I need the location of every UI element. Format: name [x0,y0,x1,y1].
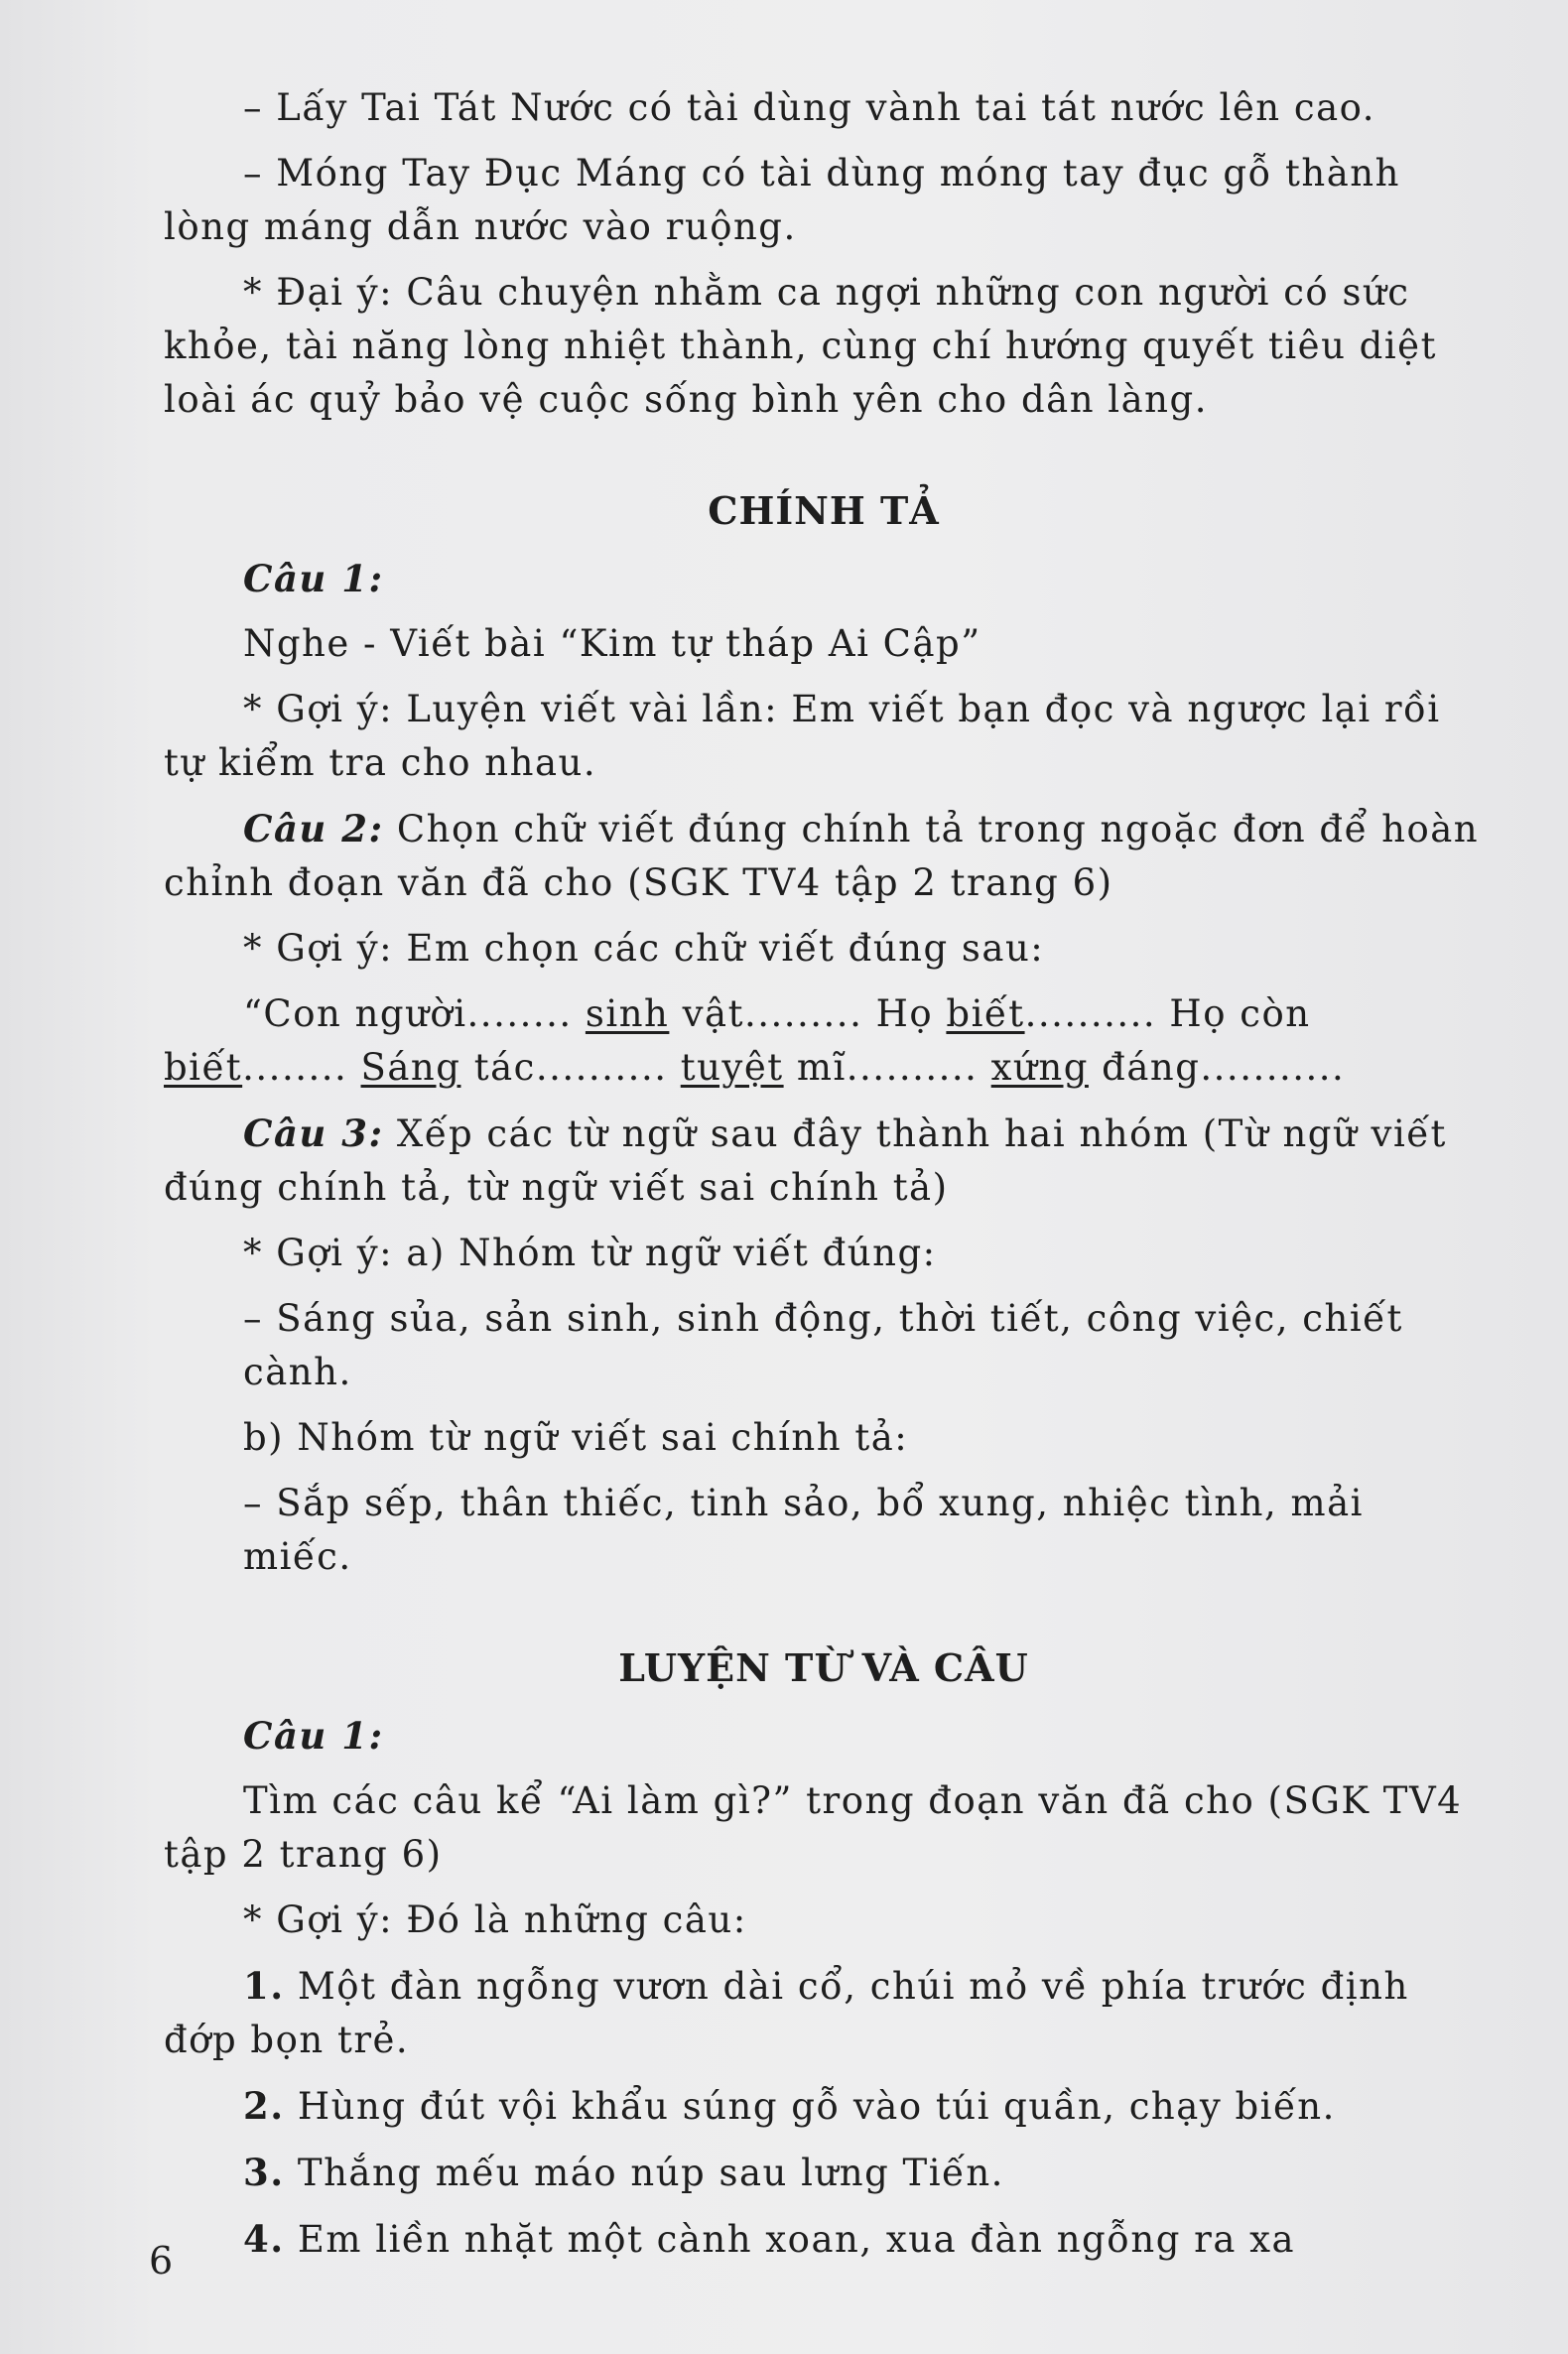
item-text: Thắng mếu máo núp sau lưng Tiến. [284,2152,1004,2194]
list-item [164,1959,1484,2067]
fill-text: “Con người........ [243,992,586,1035]
list-item [164,2079,1484,2134]
section-heading-chinh-ta: CHÍNH TẢ [708,488,940,533]
item-number: 4. [243,2217,285,2261]
item-number: 1. [243,1964,285,2008]
question-text: Nghe - Viết bài “Kim tự tháp Ai Cập” [243,622,981,665]
answer-group-a: – Sáng sủa, sản sinh, sinh động, thời tiết, công việc, chiết cành. [243,1297,1403,1393]
item-text: Hùng đút vội khẩu súng gỗ vào túi quần, chạy biến. [284,2085,1336,2128]
hint-text: * Gợi ý: Đó là những câu: [243,1898,747,1941]
fill-in-answer [164,987,1484,1095]
question-label: Câu 1: [243,1714,384,1758]
hint-text: * Gợi ý: Luyện viết vài lần: Em viết bạn đọc và ngược lại rồi tự kiểm tra cho nhau. [164,688,1441,784]
question-text: Chọn chữ viết đúng chính tả trong ngoặc đơn để hoàn chỉnh đoạn văn đã cho (SGK TV4 tập 2 trang 6) [164,808,1480,904]
page-number: 6 [149,2239,174,2283]
item-text: Em liền nhặt một cành xoan, xua đàn ngỗng ra xa [284,2218,1296,2261]
fill-text: .......... Họ còn [1024,992,1311,1035]
item-text: Một đàn ngỗng vươn dài cổ, chúi mỏ về phía trước định đớp bọn trẻ. [164,1965,1409,2061]
answer-group-b: – Sắp sếp, thân thiếc, tinh sảo, bổ xung, nhiệc tình, mải miếc. [243,1482,1364,1578]
list-item [164,2146,1484,2200]
question-label: Câu 2: [243,807,384,850]
answer-word: biết [164,1046,243,1089]
answer-word: xứng [990,1046,1089,1089]
fill-text: ........ [242,1046,348,1089]
item-number: 3. [243,2151,285,2194]
question-text: Xếp các từ ngữ sau đây thành hai nhóm (Từ ngữ viết đúng chính tả, từ ngữ viết sai chính tả) [164,1112,1447,1209]
intro-main-idea: * Đại ý: Câu chuyện nhằm ca ngợi những con người có sức khỏe, tài năng lòng nhiệt thành, cùng chí hướng quyết tiêu diệt loài ác quỷ bảo vệ cuộc sống bình yên cho dân làng. [164,271,1437,421]
answer-word: Sáng [360,1046,461,1089]
fill-text: đáng........... [1088,1046,1346,1089]
hint-text: * Gợi ý: Em chọn các chữ viết đúng sau: [243,927,1045,970]
question-3 [164,1107,1484,1215]
answer-group-b-label: b) Nhóm từ ngữ viết sai chính tả: [243,1416,909,1459]
fill-text: tác.......... [460,1046,681,1089]
hint-text: * Gợi ý: a) Nhóm từ ngữ viết đúng: [243,1232,937,1274]
answer-word: biết [946,992,1025,1035]
question-2 [164,802,1484,910]
fill-text: mĩ.......... [783,1046,991,1089]
question-text: Tìm các câu kể “Ai làm gì?” trong đoạn văn đã cho (SGK TV4 tập 2 trang 6) [164,1779,1463,1876]
fill-text: vật......... Họ [669,992,947,1035]
item-number: 2. [243,2084,285,2128]
section-heading-luyen-tu: LUYỆN TỪ VÀ CÂU [618,1645,1029,1690]
question-label: Câu 3: [243,1112,384,1155]
intro-line-2: – Móng Tay Đục Máng có tài dùng móng tay đục gỗ thành lòng máng dẫn nước vào ruộng. [164,152,1400,248]
answer-word: sinh [585,992,670,1035]
answer-word: tuyệt [680,1046,784,1089]
list-item [164,2212,1484,2267]
page-text [164,81,1484,2279]
intro-line-1: – Lấy Tai Tát Nước có tài dùng vành tai tát nước lên cao. [243,86,1376,129]
question-label: Câu 1: [243,557,384,600]
